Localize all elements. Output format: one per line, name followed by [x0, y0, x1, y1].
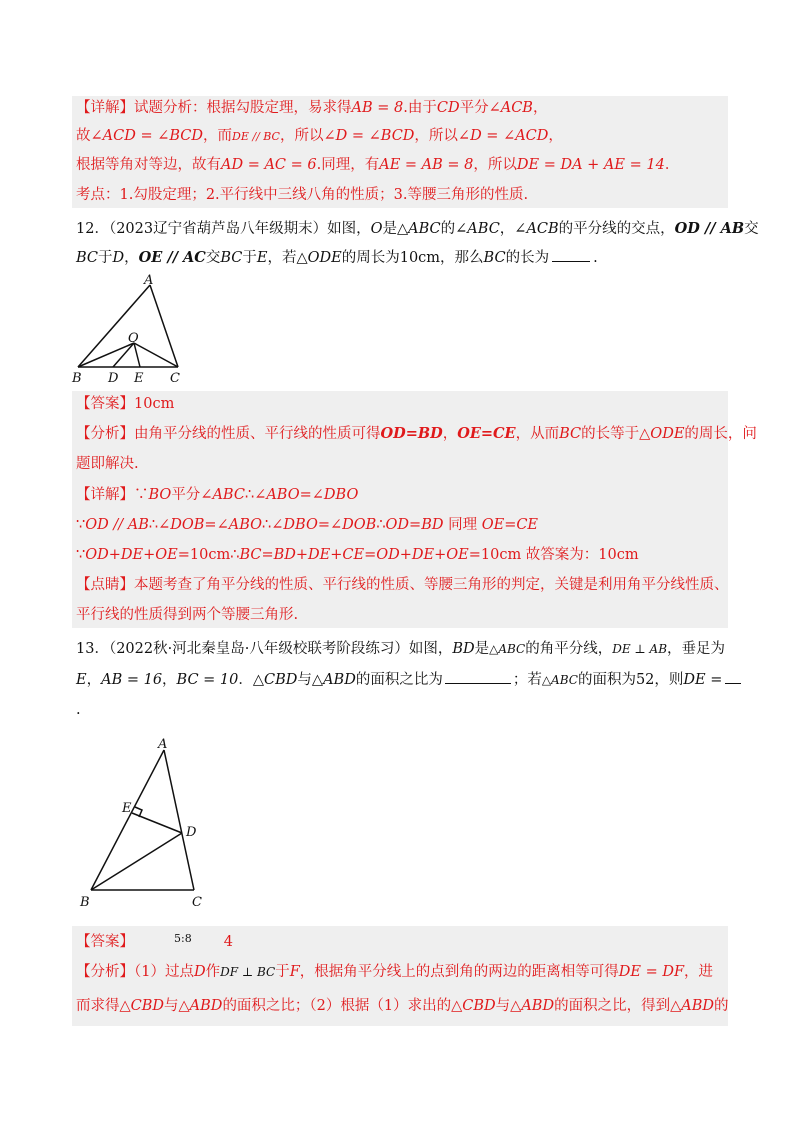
label-e: E [134, 371, 144, 386]
label-c: C [170, 371, 180, 386]
q13-analysis-line-1: 【分析】（1）过点D作DF ⊥ BC于F，根据角平分线上的点到角的两边的距离相等可得DE = DF，进 [76, 964, 714, 980]
q12-answer: 【答案】10cm [76, 396, 175, 412]
label-b: B [80, 895, 90, 910]
answer-blank-ratio [445, 671, 511, 684]
q12-analysis-line-2: 题即解决. [76, 456, 139, 472]
q11-detail-line-1: 【详解】试题分析：根据勾股定理，易求得AB = 8.由于CD平分∠ACB， [76, 100, 548, 116]
q11-detail-line-3: 根据等角对等边，故有AD = AC = 6.同理，有AE = AB = 8，所以DE = DA + AE = 14． [76, 157, 680, 173]
answer-blank-de [725, 671, 741, 684]
q12-comment-line-2: 平行线的性质得到两个等腰三角形. [76, 607, 299, 623]
q12-comment-line-1: 【点睛】本题考查了角平分线的性质、平行线的性质、等腰三角形的判定，关键是利用角平分线性质、 [76, 577, 729, 593]
label-e: E [122, 801, 132, 816]
q12-detail-line-1: 【详解】∵BO平分∠ABC∴∠ABO=∠DBO [76, 487, 359, 503]
q11-detail-line-2: 故∠ACD = ∠BCD，而DE // BC，所以∠D = ∠BCD，所以∠D = ∠ACD， [76, 128, 563, 144]
q13-triangle-figure [76, 732, 216, 912]
q12-analysis-line-1: 【分析】由角平分线的性质、平行线的性质可得OD=BD，OE=CE，从而BC的长等于△ODE的周长，问 [76, 425, 757, 442]
label-a: A [158, 737, 168, 752]
q13-answer: 【答案】 $^{5:8}$ 4 [76, 932, 233, 950]
label-b: B [72, 371, 82, 386]
label-a: A [144, 273, 154, 288]
q12-question-line-2: BC于D，OE // AC交BC于E，若△ODE的周长为10cm，那么BC的长为 . [76, 249, 598, 266]
answer-blank [552, 249, 590, 262]
q12-triangle-figure [68, 272, 188, 388]
label-c: C [192, 895, 202, 910]
label-d: D [186, 825, 197, 840]
q12-detail-line-2: ∵OD // AB∴∠DOB=∠ABO∴∠DBO=∠DOB∴OD=BD 同理 OE=CE [76, 517, 539, 533]
q11-kaodian: 考点：1.勾股定理；2.平行线中三线八角的性质；3.等腰三角形的性质. [76, 187, 529, 203]
q13-analysis-line-2: 而求得△CBD与△ABD的面积之比；（2）根据（1）求出的△CBD与△ABD的面积之比，得到△ABD的 [76, 998, 729, 1014]
q12-detail-line-3: ∵OD+DE+OE=10cm∴BC=BD+DE+CE=OD+DE+OE=10cm 故答案为：10cm [76, 547, 639, 563]
q13-question-line-2: E，AB = 16，BC = 10．△CBD与△ABD的面积之比为 ；若△ABC的面积为52，则DE = [76, 670, 726, 690]
label-o: O [128, 331, 139, 346]
q13-question-line-3: . [76, 702, 81, 718]
q12-question-line-1: 12．（2023辽宁省葫芦岛八年级期末）如图，O是△ABC的∠ABC，∠ACB的平分线的交点，OD // AB交 [76, 220, 759, 237]
q13-question-line-1: 13．（2022秋·河北秦皇岛·八年级校联考阶段练习）如图，BD是△ABC的角平分线，DE ⊥ AB，垂足为 [76, 641, 726, 657]
label-d: D [108, 371, 119, 386]
